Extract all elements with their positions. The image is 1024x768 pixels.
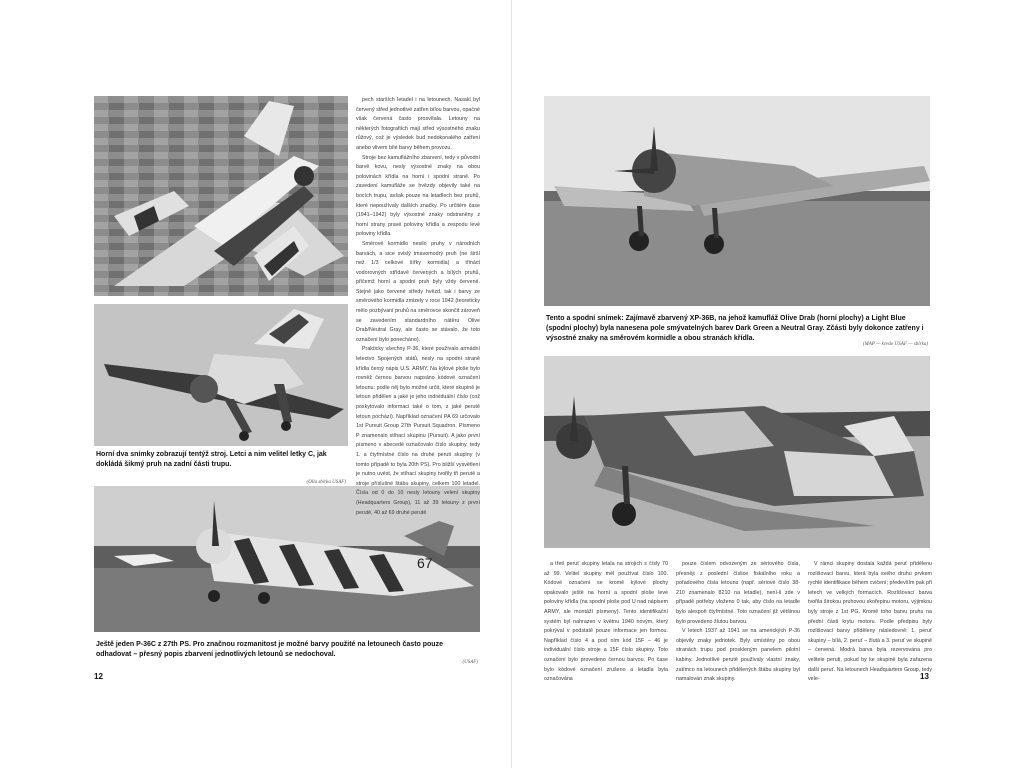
paragraph: a třetí peruť skupiny letala na strojích s čísly 70 až 99. Velitel skupiny měl používat číslo 100. Kódové označení se kromě kýlové plochy opakovalo ještě na horní a spodní ploše levé poloviny křídla (na spodní ploše pod U nad nápisem ARMY, ale montáží písmeny). Tento identifikační systém byl nahrazen v květnu 1940 novým, který pokrýval v podstatě pouze informace jen formou. Například číslo 4 a pod ním kód 15F – 46 je individuální číslo stroje a 15F číslo skupiny. Toto označení bylo provedeno černou barvou. Po čase bylo kódové označení zrušeno a letadla byla označována <box>544 561 668 683</box>
left-caption-top: Horní dva snímky zobrazují tentýž stroj. Letci a nim velitel letky C, jak dokládá šikmý pruh na zadní části trupu. <box>96 451 327 468</box>
right-page <box>512 0 1024 768</box>
paragraph: V rámci skupiny dostala každá peruť přidělenu rozlišovací barvu, která byla svého druhu prvkem rychlé identifikace během cvičení; především pak při letech ve velkých formacích. Rozlišovací barva tvořila širokou pruhovou skořepinu motoru, výjimkou byly stroje z 1st PG. Kromě toho barvu pruhu na přední části krytu motoru. Podle předpisu byly rozlišovací barvy přiděleny následovně: 1. peruť skupiny – bílá, 2. peruť – žlutá a 3. peruť ve skupině – červená. Modrá barva byla rezervována pro velitele peruti, pokud by ke skupině byla zařazena další peruť. Na letounech Headquarters Group, tedy vele- <box>808 561 932 683</box>
right-caption-top: Tento a spodní snímek: Zajímavě zbarvený XP-36B, na jehož kamufláž Olive Drab (horní plochy) a Light Blue (spodní plochy) byla nanesena pole smývatelných barev Dark Green a Neutral Gray. Zčásti byly dokonce zatřeny i výsostné znaky na směrovém kormidle a obou stranách křídla. <box>546 315 924 342</box>
right-credit-top: (MAP — kresle USAF — sbírka) <box>862 342 928 347</box>
right-text-column-3 <box>808 560 932 683</box>
paragraph: pouze číslem odvozeným ze sériového čísla, přesněji z poslední číslice fiskálního roku a pořadového čísla letounu (např. sériové číslo 38-210 znamenalo 8210 na letadle), není-li zde v případě potřeby vloženo 0 tak, aby číslo na letadle bylo alespoň čtyřmístné. Toto označení již většinou bylo provedeno žlutou barvou. <box>676 561 800 625</box>
right-text-column-2 <box>676 560 800 683</box>
paragraph: Směrové kormidlo nesilo pruhy v národních barvách, a sice svislý tmavomodrý pruh (ne širší než 1/3 celkové šířky kormidla) a třináct vodorovných střídavě červených a bílých pruhů, přičemž horní a spodní pruh byly vždy červené. Stejně jako červené středy hvězd, tak i barvy ze směrového kormidla zmizely v roce 1942 (teoreticky mělo pozbývaní pruhů na směrovce skončit zároveň se zavedením standardního nátěru Olive Drab/Neutral Gray, ale často se stávalo, že toto označení bylo ponecháno). <box>356 240 480 343</box>
svg-text:67: 67 <box>417 555 433 571</box>
left-credit-top: (Olla sbírka USAF) <box>306 480 346 485</box>
right-text-column-1 <box>544 560 668 683</box>
paragraph: Stroje bez kamuflážního zbarvení, tedy v původní barvě kovu, nesly výsostné znaky na obou polovinách křídla na horní i spodní straně. Po zavedení kamufláže se hvězdy objevily také na bocích trupu, avšak pouze na letadlech bez pruhů, které nepoužívaly dalších značky. Po určitém čase (1941–1942) byly výsostné znaky odstraněny z horní strany pravé poloviny křídla a zespodu levé poloviny křídla. <box>356 154 480 238</box>
left-credit-bottom: (USAF) <box>462 660 478 665</box>
left-text-column <box>356 96 480 516</box>
photo-p36-camouflaged <box>544 356 930 548</box>
page-number-right: 13 <box>920 672 929 681</box>
photo-xp36b-standing <box>544 96 930 306</box>
photo-p36-flight <box>94 96 348 296</box>
photo-p36-banking <box>94 304 348 446</box>
paragraph: V letech 1937 až 1941 se na amerických P-36 objevily znaky jednotek. Byly umístěny po obou stranách trupu pod proskleným panelem pilotní kabiny. Jednotlivé perutě používaly vlastní znaky, zatímco na letounech přidělených štábu skupiny byl namalován znak skupiny. <box>676 628 800 683</box>
left-caption-bottom: Ještě jeden P-36C z 27th PS. Pro značnou rozmanitost je možné barvy použité na letounech často pouze odhadovat – přesný popis zbarvení jednotlivých letounů se nedochoval. <box>96 641 443 658</box>
page-number-left: 12 <box>94 672 103 681</box>
paragraph: Prakticky všechny P-36, které používalo armádní letectvo Spojených států, nesly na spodní straně křídla černý nápis U.S. ARMY. Na kýlové ploše bylo rovněž černou barvou napsáno kódové označení letounu: podle něj bylo možné určit, které skupině je letoun přidělen a jaké je jeho individuální číslo (což poskytovalo informaci také o tom, z jaké perutě letoun pochází). Například označení PA 69 určovalo 1st Pursuit Group 27th Pursuit Squadron. Písmeno P znamenalo stíhací skupinu (Pursuit). A jako první písmeno v abecedě označovalo číslo skupiny, tedy 1. a čtyřmístné číslo na druhé peruti skupiny (v tomto případě to byla 20th PS). Pro bližší vysvětlení je nutno uvést, že stíhací skupiny tvořily tři perutě a stroje příslušné štábu skupiny, celkem 100 letadel. Čísla od 0 do 10 nesly letouny velení skupiny (Headquarters Group), 11 až 39 letouny z první perutě, 40 až 69 druhé perutě <box>356 346 480 516</box>
paragraph: pech starších letadel i na letounech. Nasakl byl červený střed jednotlivé zatřen bílou barvou, opačné však červená často prosvítala. Letouny na některých fotografiích mají střed výsostného znaku růžový, což je výsledek bud nedokonalého zatření anebo vlivem bílé barvy během provozu. <box>356 97 480 151</box>
